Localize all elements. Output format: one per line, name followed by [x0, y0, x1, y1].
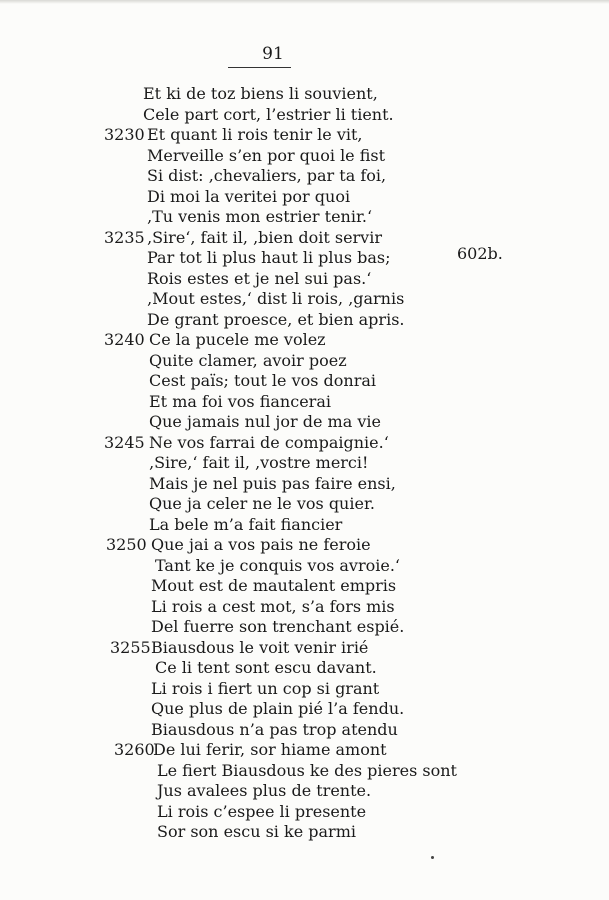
verse-line: Que jamais nul jor de ma vie — [149, 412, 381, 431]
line-number: 3250 — [106, 535, 147, 554]
header-rule — [228, 67, 291, 68]
line-number: 3260 — [114, 740, 155, 759]
page-speck — [431, 856, 434, 859]
verse-line: Di moi la veritei por quoi — [147, 187, 351, 206]
verse-line: Que plus de plain pié l’a fendu. — [151, 699, 405, 718]
verse-line: Par tot li plus haut li plus bas; — [147, 248, 391, 267]
verse-line: Tant ke je conquis vos avroie.‘ — [155, 556, 400, 575]
verse-line: Ce la pucele me volez — [149, 330, 326, 349]
verse-line: Jus avalees plus de trente. — [157, 781, 372, 800]
verse-line: De lui ferir, sor hiame amont — [153, 740, 387, 759]
verse-line: Ce li tent sont escu davant. — [155, 658, 377, 677]
line-number: 3245 — [104, 433, 145, 452]
verse-line: Quite clamer, avoir poez — [149, 351, 347, 370]
verse-line: Que ja celer ne le vos quier. — [149, 494, 375, 513]
line-number: 3240 — [104, 330, 145, 349]
verse-line: Li rois a cest mot, s’a fors mis — [151, 597, 395, 616]
verse-line: Biausdous n’a pas trop atendu — [151, 720, 398, 739]
verse-line: Et ma foi vos fiancerai — [149, 392, 331, 411]
verse-line: Mais je nel puis pas faire ensi, — [149, 474, 396, 493]
line-number: 3255 — [110, 638, 151, 657]
verse-line: Et ki de toz biens li souvient, — [143, 84, 378, 103]
line-number: 3235 — [104, 228, 145, 247]
verse-line: Que jai a vos pais ne feroie — [151, 535, 371, 554]
verse-line: Et quant li rois tenir le vit, — [147, 125, 363, 144]
verse-line: Merveille s’en por quoi le fist — [147, 146, 386, 165]
verse-line: Rois estes et je nel sui pas.‘ — [147, 269, 372, 288]
verse-line: Si dist: ‚chevaliers, par ta foi, — [147, 166, 387, 185]
verse-line: ‚Tu venis mon estrier tenir.‘ — [147, 207, 373, 226]
verse-line: Cest païs; tout le vos donrai — [149, 371, 377, 390]
line-number: 3230 — [104, 125, 145, 144]
verse-line: Cele part cort, l’estrier li tient. — [143, 105, 394, 124]
verse-line: ‚Sire,‘ fait il, ‚vostre merci! — [149, 453, 369, 472]
page-number: 91 — [262, 44, 284, 64]
verse-line: Mout est de mautalent empris — [151, 576, 397, 595]
folio-marker: 602b. — [457, 244, 503, 263]
verse-line: La bele m’a fait fiancier — [149, 515, 343, 534]
verse-line: Le fiert Biausdous ke des pieres sont — [157, 761, 457, 780]
verse-line: Li rois i fiert un cop si grant — [151, 679, 380, 698]
page-top-edge — [0, 0, 609, 4]
verse-line: ‚Mout estes,‘ dist li rois, ‚garnis — [147, 289, 405, 308]
verse-line: Sor son escu si ke parmi — [157, 822, 356, 841]
verse-line: De grant proesce, et bien apris. — [147, 310, 405, 329]
verse-line: Li rois c’espee li presente — [157, 802, 367, 821]
verse-line: Ne vos farrai de compaignie.‘ — [149, 433, 389, 452]
verse-line: ‚Sire‘, fait il, ‚bien doit servir — [147, 228, 382, 247]
verse-line: Del fuerre son trenchant espié. — [151, 617, 405, 636]
verse-line: Biausdous le voit venir irié — [151, 638, 369, 657]
